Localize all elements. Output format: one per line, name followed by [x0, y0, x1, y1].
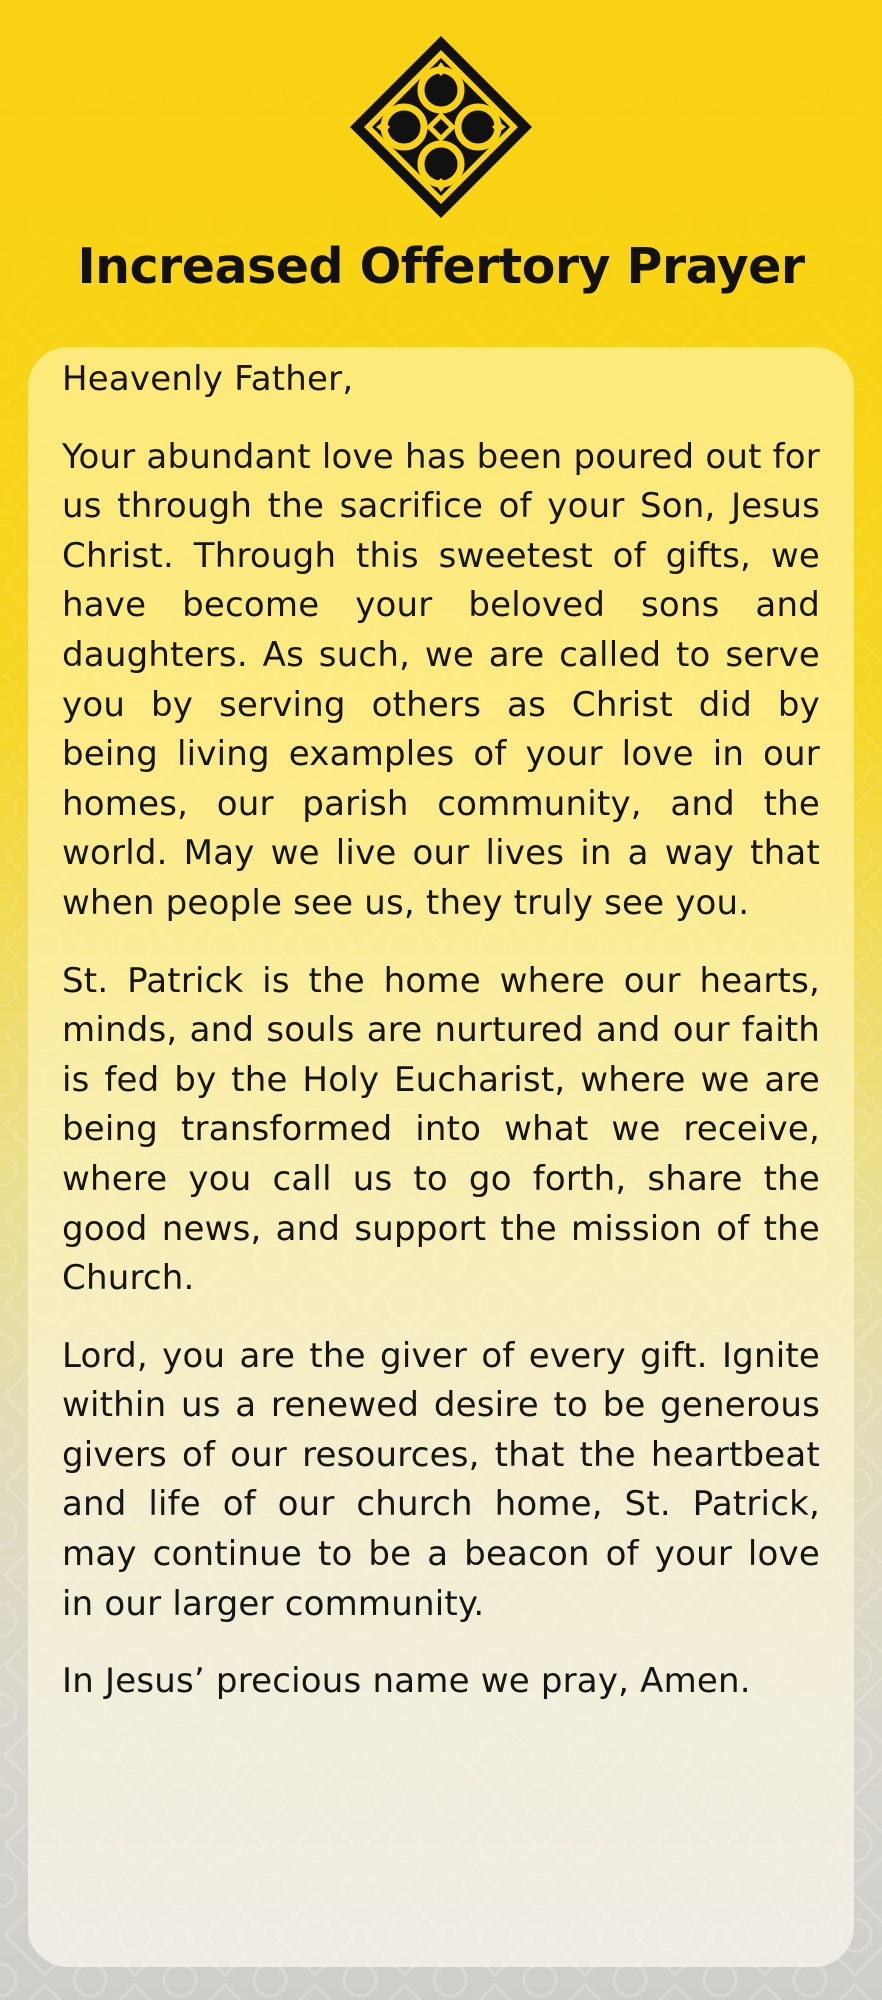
- prayer-paragraph-2: St. Patrick is the home where our hearts, minds, and souls are nurtured and our faith is fed by the Holy Eucharist, where we are being transformed into what we receive, where you call us to go forth, share the good news, and support the mission of the Church.: [62, 960, 820, 1299]
- prayer-paragraph-3: Lord, you are the giver of every gift. Ignite within us a renewed desire to be generous givers of our resources, that the heartbeat and life of our church home, St. Patrick, may continue to be a beacon of your love in our larger community.: [62, 1335, 820, 1624]
- prayer-closing: In Jesus’ precious name we pray, Amen.: [62, 1661, 751, 1702]
- prayer-greeting: Heavenly Father,: [62, 359, 354, 399]
- page-title: Increased Offertory Prayer: [77, 238, 805, 295]
- celtic-cross-icon: [346, 32, 536, 222]
- prayer-text: [62, 355, 820, 1735]
- prayer-paragraph-1: Your abundant love has been poured out for us through the sacrifice of your Son, Jesus Christ. Through this sweetest of gifts, we have become your beloved sons and daughters. As such, we are called to serve you by serving others as Christ did by being living examples of your love in our homes, our parish community, and the world. May we live our lives in a way that when people see us, they truly see you.: [62, 436, 820, 923]
